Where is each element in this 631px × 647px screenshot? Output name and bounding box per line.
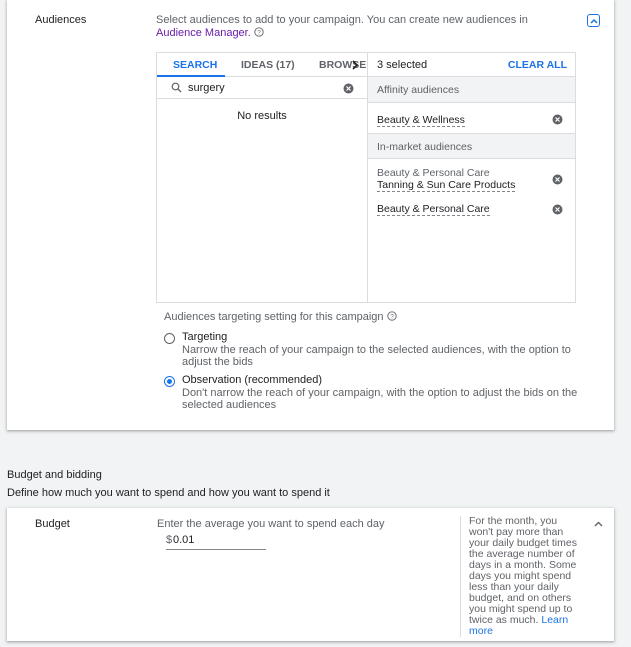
remove-icon[interactable] xyxy=(552,114,563,125)
chevron-up-icon[interactable] xyxy=(594,521,603,527)
budget-help xyxy=(460,516,580,637)
search-row[interactable] xyxy=(157,78,367,99)
budget-bidding-title: Budget and bidding xyxy=(7,469,102,481)
collapse-audiences-button[interactable] xyxy=(587,14,600,27)
selected-item-name: Beauty & Wellness xyxy=(377,114,465,126)
targeting-setting-title: Audiences targeting setting for this campaign ? xyxy=(164,311,397,323)
tab-ideas[interactable]: IDEAS (17) xyxy=(241,59,295,71)
selected-item xyxy=(377,114,465,126)
budget-value[interactable]: 0.01 xyxy=(173,534,195,546)
observation-radio[interactable] xyxy=(164,376,175,387)
active-tab-indicator xyxy=(157,75,225,77)
selected-audiences-panel xyxy=(368,53,575,302)
learn-more-link[interactable]: Learn more xyxy=(469,614,569,637)
help-icon[interactable] xyxy=(387,311,397,323)
selected-header xyxy=(368,53,575,77)
tab-search[interactable]: SEARCH xyxy=(173,59,218,71)
group-header-in-market: In-market audiences xyxy=(368,133,575,159)
selected-count: 3 selected xyxy=(377,59,428,71)
group-header-affinity: Affinity audiences xyxy=(368,77,575,103)
budget-card xyxy=(7,508,614,641)
tabs-scroll-right-button[interactable] xyxy=(351,53,359,77)
budget-prompt: Enter the average you want to spend each day xyxy=(157,518,385,530)
chevron-right-icon xyxy=(351,60,359,70)
budget-input[interactable] xyxy=(166,534,266,550)
currency-symbol: $ xyxy=(166,534,173,546)
selected-item xyxy=(377,203,490,215)
audiences-card xyxy=(7,0,614,430)
no-results-message: No results xyxy=(237,110,287,122)
audiences-description xyxy=(156,14,576,40)
search-icon xyxy=(171,82,182,93)
audiences-label: Audiences xyxy=(35,14,87,26)
clear-search-icon[interactable] xyxy=(343,83,354,94)
observation-option-description: Don't narrow the reach of your campaign, with the option to adjust the bids on the selected audiences xyxy=(182,387,578,411)
selected-item xyxy=(377,167,515,191)
remove-icon[interactable] xyxy=(552,174,563,185)
description-text: Select audiences to add to your campaign. You can create new audiences in xyxy=(156,14,528,26)
remove-icon[interactable] xyxy=(552,204,563,215)
search-input[interactable]: surgery xyxy=(188,82,225,94)
selected-item-name: Beauty & Personal Care xyxy=(377,203,490,215)
budget-label: Budget xyxy=(35,518,70,530)
observation-option-title: Observation (recommended) xyxy=(182,374,323,386)
selected-item-name: Tanning & Sun Care Products xyxy=(377,179,516,191)
budget-bidding-subtitle: Define how much you want to spend and how you want to spend it xyxy=(7,487,330,499)
audience-picker xyxy=(156,52,576,303)
audience-tabs xyxy=(157,53,367,77)
tab-browse[interactable]: BROWSE xyxy=(319,59,367,71)
clear-all-button[interactable]: CLEAR ALL xyxy=(507,59,567,71)
targeting-option-title: Targeting xyxy=(182,331,228,343)
svg-text:?: ? xyxy=(389,313,394,321)
audience-manager-link[interactable]: Audience Manager. xyxy=(156,27,251,39)
targeting-option-description: Narrow the reach of your campaign to the selected audiences, with the option to adjust the bids xyxy=(182,344,571,368)
help-icon[interactable] xyxy=(254,27,264,39)
budget-help-text: For the month, you won't pay more than your daily budget times the average number of days in a month. Some days you might spend less than your daily budget, and on others you might spend up to twice as much. xyxy=(469,515,577,626)
chevron-up-icon xyxy=(590,18,598,24)
audience-browser xyxy=(157,53,368,302)
targeting-radio[interactable] xyxy=(164,333,175,344)
selected-item-parent: Beauty & Personal Care xyxy=(377,167,490,179)
svg-text:?: ? xyxy=(257,29,261,37)
